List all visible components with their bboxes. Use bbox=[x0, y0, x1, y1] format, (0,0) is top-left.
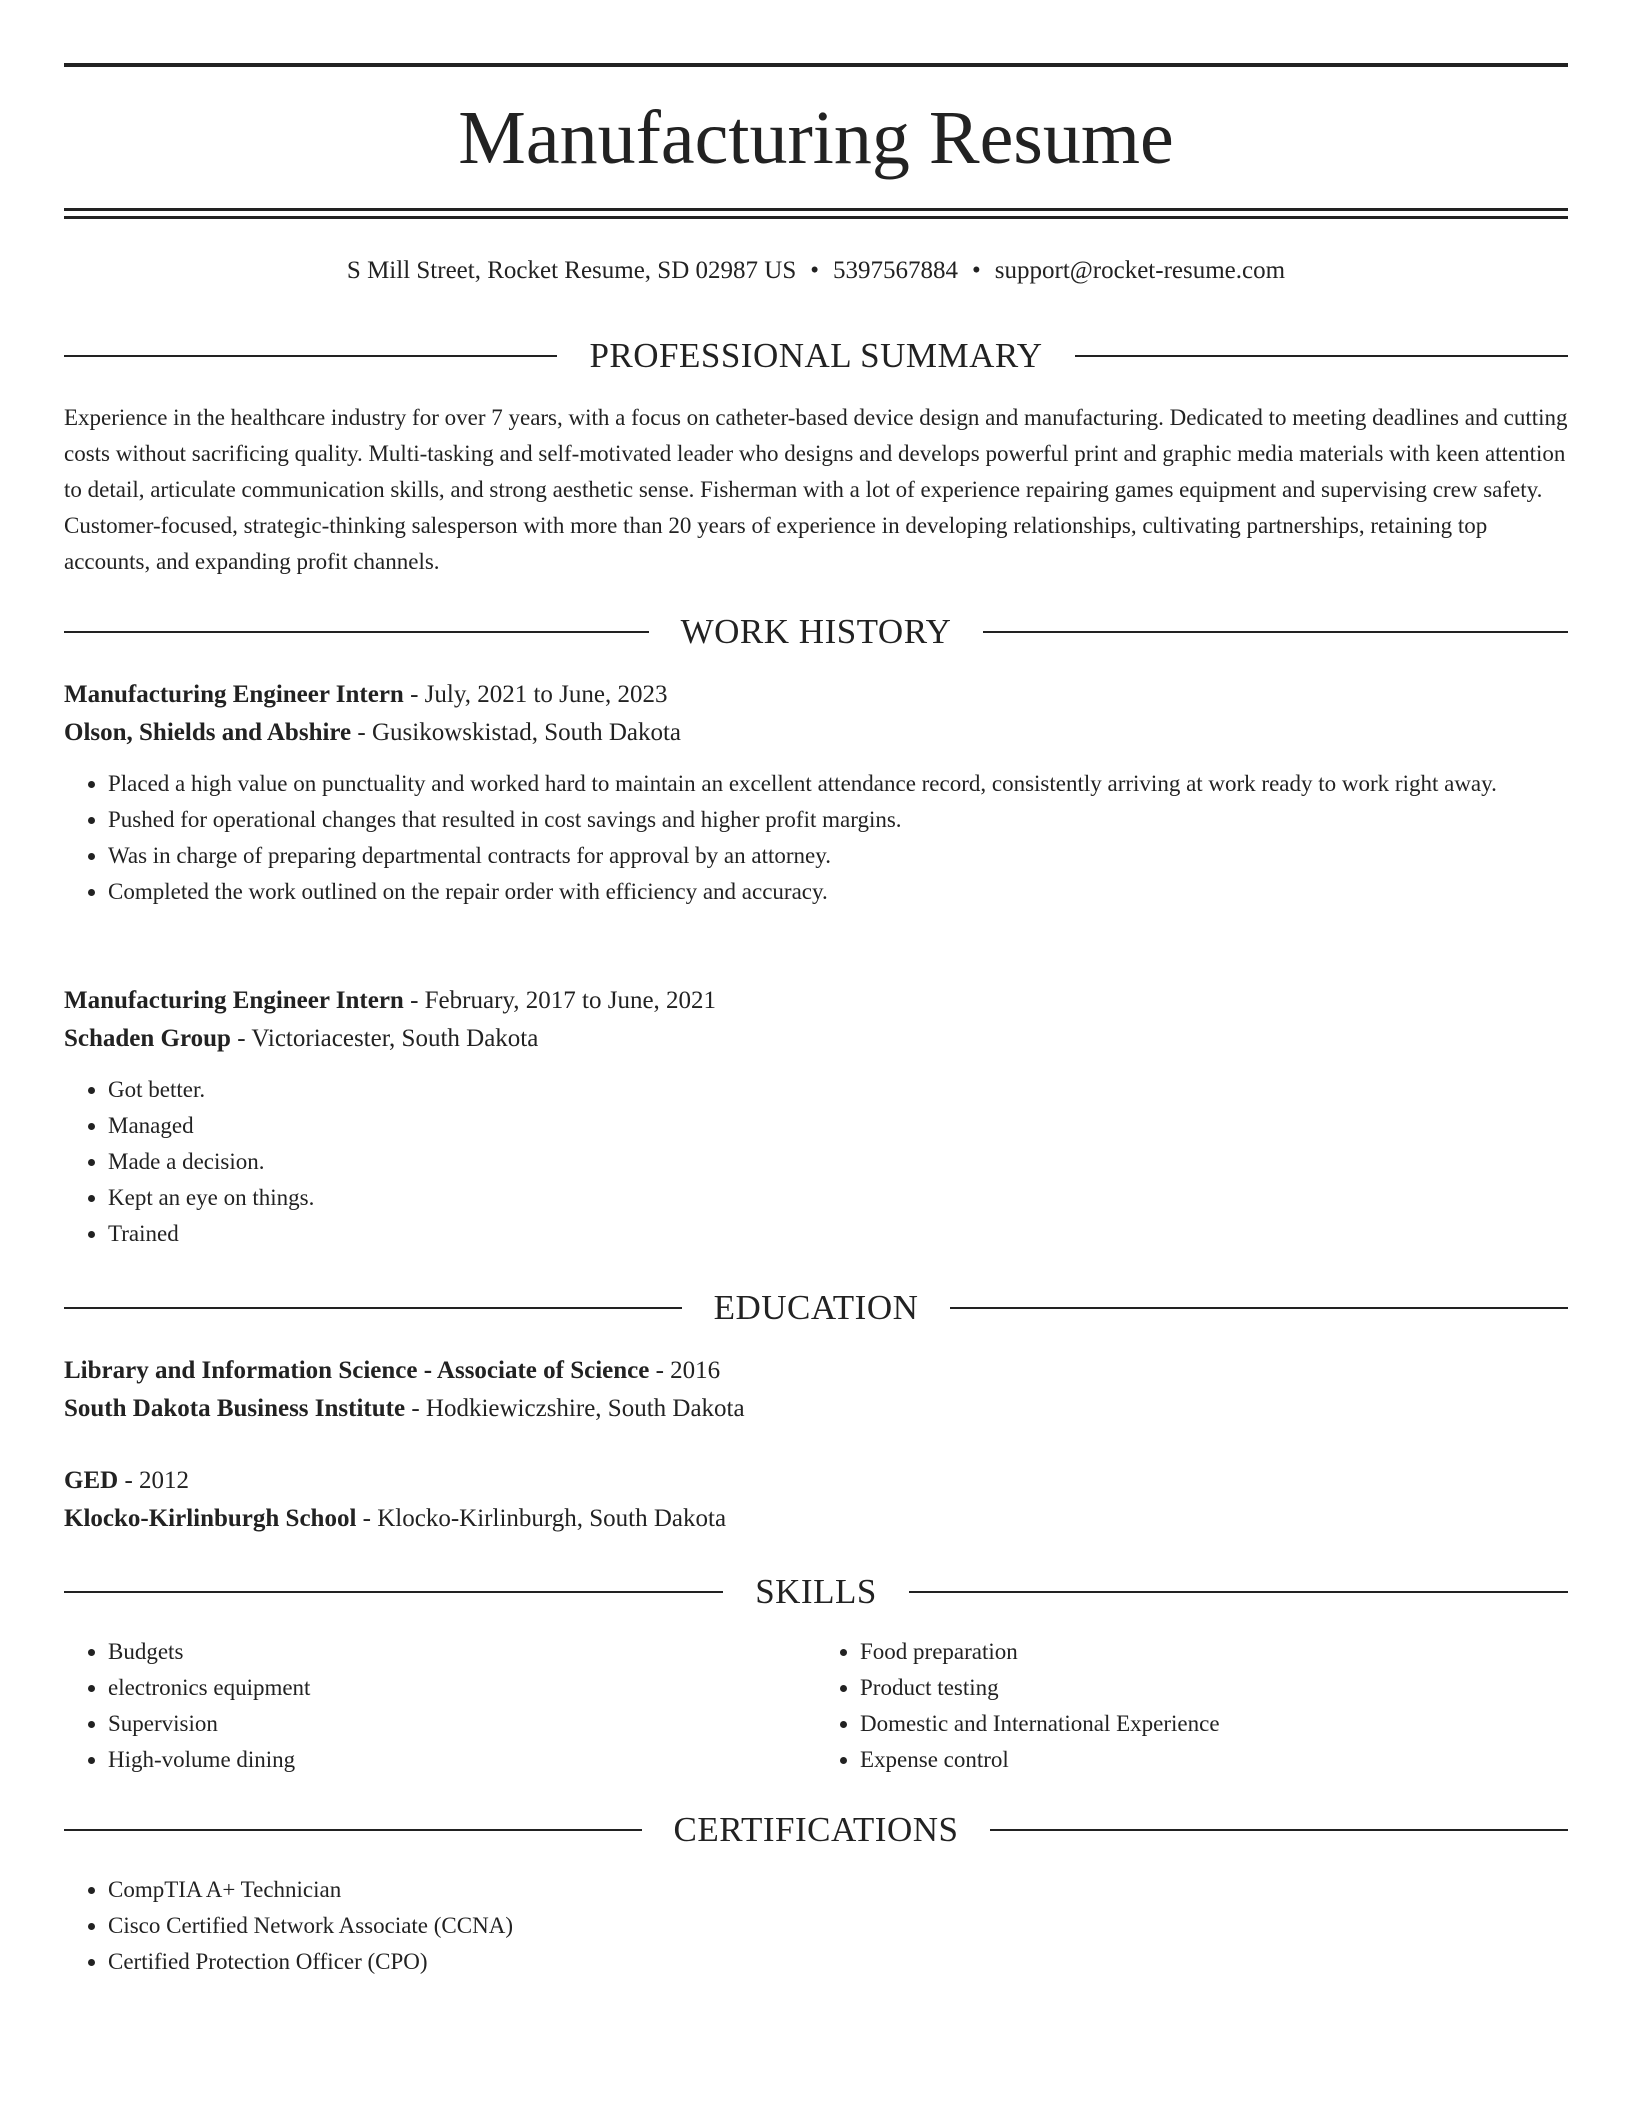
list-item: • Was in charge of preparing departmental contracts for approval by an attorney. bbox=[108, 838, 1568, 874]
summary-block bbox=[64, 400, 1568, 580]
skills-heading-text: SKILLS bbox=[755, 1572, 877, 1611]
double-rule-lower bbox=[64, 216, 1568, 219]
degree-line bbox=[64, 1462, 1568, 1500]
certifications-block bbox=[64, 1872, 1568, 1980]
contact-separator: • bbox=[972, 257, 981, 284]
school-line bbox=[64, 1500, 1568, 1538]
heading-rule-left bbox=[64, 1307, 682, 1309]
school: Klocko-Kirlinburgh School bbox=[64, 1505, 357, 1532]
degree: GED bbox=[64, 1467, 119, 1494]
skills-column-left bbox=[64, 1634, 816, 1778]
job-bullets bbox=[64, 1072, 1568, 1252]
heading-rule-right bbox=[950, 1307, 1568, 1309]
contact-phone: 5397567884 bbox=[833, 257, 958, 284]
certification-item: • Certified Protection Officer (CPO) bbox=[108, 1944, 1568, 1980]
job-company-line bbox=[64, 1020, 1568, 1058]
job-bullets bbox=[64, 766, 1568, 910]
list-item: • Got better. bbox=[108, 1072, 1568, 1108]
contact-email[interactable]: support@rocket-resume.com bbox=[994, 257, 1286, 284]
list-item: • Trained bbox=[108, 1216, 1568, 1252]
summary-heading-text: PROFESSIONAL SUMMARY bbox=[589, 336, 1043, 375]
skill-item: • Expense control bbox=[860, 1742, 1568, 1778]
summary-text: Experience in the healthcare industry for over 7 years, with a focus on catheter-based device design and manufacturing. Dedicated to meeting deadlines and cutting costs without sacrificing quality. Multi-tasking and self-motivated leader who designs and develops powerful print and graphic media materials with keen attention to detail, articulate communication skills, and strong aesthetic sense. Fisherman with a lot of experience repairing games equipment and supervising crew safety. Customer-focused, strategic-thinking salesperson with more than 20 years of experience in developing relationships, cultivating partnerships, retaining top accounts, and expanding profit channels. bbox=[64, 405, 1568, 574]
list-item: • Placed a high value on punctuality and worked hard to maintain an excellent attendance record, consistently arriving at work ready to work right away. bbox=[108, 766, 1568, 802]
education-entry-2 bbox=[64, 1462, 1568, 1538]
job-title: Manufacturing Engineer Intern bbox=[64, 681, 404, 708]
school-location: - Hodkiewiczshire, South Dakota bbox=[405, 1395, 745, 1422]
list-item: • Managed bbox=[108, 1108, 1568, 1144]
education-heading bbox=[64, 1286, 1568, 1330]
skills-list bbox=[64, 1634, 1568, 1778]
certifications-heading bbox=[64, 1808, 1568, 1852]
heading-rule-right bbox=[909, 1591, 1568, 1593]
skill-item: • Domestic and International Experience bbox=[860, 1706, 1568, 1742]
job-location: - Victoriacester, South Dakota bbox=[230, 1025, 539, 1052]
degree-year: - 2016 bbox=[649, 1357, 721, 1384]
contact-separator: • bbox=[810, 257, 819, 284]
certification-item: • Cisco Certified Network Associate (CCNA) bbox=[108, 1908, 1568, 1944]
top-rule bbox=[64, 63, 1568, 67]
skills-column-right bbox=[816, 1634, 1568, 1778]
school: South Dakota Business Institute bbox=[64, 1395, 406, 1422]
skill-item: • High-volume dining bbox=[108, 1742, 816, 1778]
job-entry-2 bbox=[64, 982, 1568, 1252]
job-company-line bbox=[64, 714, 1568, 752]
list-item: • Pushed for operational changes that resulted in cost savings and higher profit margins. bbox=[108, 802, 1568, 838]
heading-rule-left bbox=[64, 1591, 723, 1593]
heading-rule-right bbox=[983, 631, 1568, 633]
skill-item: • Supervision bbox=[108, 1706, 816, 1742]
skill-item: • Budgets bbox=[108, 1634, 816, 1670]
certification-item: • CompTIA A+ Technician bbox=[108, 1872, 1568, 1908]
job-dates: - July, 2021 to June, 2023 bbox=[403, 681, 668, 708]
contact-address: S Mill Street, Rocket Resume, SD 02987 US bbox=[346, 257, 797, 284]
certifications-list bbox=[64, 1872, 1568, 1980]
job-title: Manufacturing Engineer Intern bbox=[64, 987, 404, 1014]
work-history-heading-text: WORK HISTORY bbox=[680, 612, 952, 651]
job-company: Olson, Shields and Abshire bbox=[64, 719, 352, 746]
summary-heading bbox=[64, 334, 1568, 378]
resume-title: Manufacturing Resume bbox=[458, 96, 1174, 180]
job-entry-1 bbox=[64, 676, 1568, 910]
skills-heading bbox=[64, 1570, 1568, 1614]
degree: Library and Information Science - Associate of Science bbox=[64, 1357, 650, 1384]
work-history-heading bbox=[64, 610, 1568, 654]
school-location: - Klocko-Kirlinburgh, South Dakota bbox=[356, 1505, 727, 1532]
job-title-line bbox=[64, 982, 1568, 1020]
job-company: Schaden Group bbox=[64, 1025, 231, 1052]
degree-year: - 2012 bbox=[118, 1467, 190, 1494]
skill-item: • Food preparation bbox=[860, 1634, 1568, 1670]
heading-rule-left bbox=[64, 1829, 642, 1831]
skill-item: • electronics equipment bbox=[108, 1670, 816, 1706]
double-rule-upper bbox=[64, 208, 1568, 211]
job-location: - Gusikowskistad, South Dakota bbox=[351, 719, 682, 746]
skill-item: • Product testing bbox=[860, 1670, 1568, 1706]
contact-line bbox=[64, 254, 1568, 288]
school-line bbox=[64, 1390, 1568, 1428]
heading-rule-right bbox=[990, 1829, 1568, 1831]
certifications-heading-text: CERTIFICATIONS bbox=[673, 1810, 959, 1849]
job-dates: - February, 2017 to June, 2021 bbox=[403, 987, 717, 1014]
degree-line bbox=[64, 1352, 1568, 1390]
list-item: • Kept an eye on things. bbox=[108, 1180, 1568, 1216]
heading-rule-left bbox=[64, 631, 649, 633]
heading-rule-right bbox=[1075, 355, 1568, 357]
education-entry-1 bbox=[64, 1352, 1568, 1428]
list-item: • Made a decision. bbox=[108, 1144, 1568, 1180]
job-title-line bbox=[64, 676, 1568, 714]
list-item: • Completed the work outlined on the repair order with efficiency and accuracy. bbox=[108, 874, 1568, 910]
education-heading-text: EDUCATION bbox=[713, 1288, 919, 1327]
heading-rule-left bbox=[64, 355, 557, 357]
